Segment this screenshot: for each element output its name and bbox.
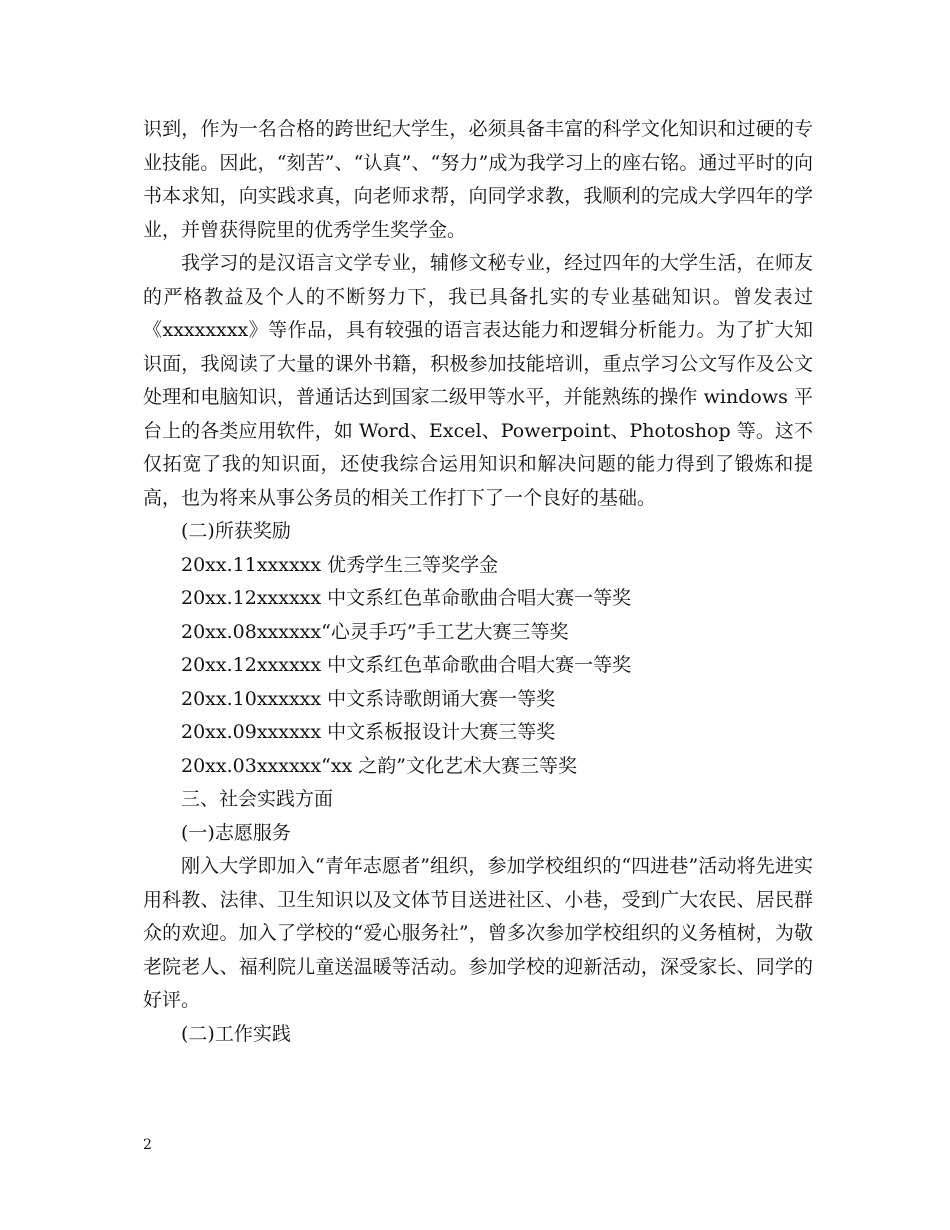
document-body <box>143 113 813 1051</box>
award-item: 20xx.09xxxxxx 中文系板报设计大赛三等奖 <box>181 721 556 743</box>
paragraph-major-skills: 我学习的是汉语言文学专业，辅修文秘专业，经过四年的大学生活，在师友的严格教益及个人的不断努力下，我已具备扎实的专业基础知识。曾发表过《xxxxxxxx》等作品，具有较强的语言表达能力和逻辑分析能力。为了扩大知识面，我阅读了大量的课外书籍，积极参加技能培训，重点学习公文写作及公文处理和电脑知识，普通话达到国家二级甲等水平，并能熟练的操作 windows 平台上的各类应用软件，如 Word、Excel、Powerpoint、Photoshop 等。这不仅拓宽了我的知识面，还使我综合运用知识和解决问题的能力得到了锻炼和提高，也为将来从事公务员的相关工作打下了一个良好的基础。 <box>143 252 813 509</box>
paragraph-study-summary: 识到，作为一名合格的跨世纪大学生，必须具备丰富的科学文化知识和过硬的专业技能。因此，“刻苦”、“认真”、“努力”成为我学习上的座右铭。通过平时的向书本求知，向实践求真，向老师求帮，向同学求教，我顺利的完成大学四年的学业，并曾获得院里的优秀学生奖学金。 <box>143 118 813 241</box>
paragraph-volunteer-service: 刚入大学即加入“青年志愿者”组织，参加学校组织的“四进巷”活动将先进实用科教、法律、卫生知识以及文体节目送进社区、小巷，受到广大农民、居民群众的欢迎。加入了学校的“爱心服务社”，曾多次参加学校组织的义务植树，为敬老院老人、福利院儿童送温暖等活动。参加学校的迎新活动，深受家长、同学的好评。 <box>143 855 813 1011</box>
section-social-practice-heading: 三、社会实践方面 <box>181 788 334 810</box>
page-number: 2 <box>143 1137 152 1153</box>
award-item: 20xx.12xxxxxx 中文系红色革命歌曲合唱大赛一等奖 <box>181 654 632 676</box>
award-item: 20xx.03xxxxxx“xx 之韵”文化艺术大赛三等奖 <box>181 754 578 777</box>
volunteer-service-heading: (一)志愿服务 <box>181 821 291 844</box>
award-item: 20xx.10xxxxxx 中文系诗歌朗诵大赛一等奖 <box>181 687 556 710</box>
awards-heading: (二)所获奖励 <box>181 520 291 542</box>
award-item: 20xx.11xxxxxx 优秀学生三等奖学金 <box>181 553 499 576</box>
work-practice-heading: (二)工作实践 <box>181 1022 291 1045</box>
award-item: 20xx.08xxxxxx“心灵手巧”手工艺大赛三等奖 <box>181 620 569 643</box>
award-item: 20xx.12xxxxxx 中文系红色革命歌曲合唱大赛一等奖 <box>181 587 632 609</box>
